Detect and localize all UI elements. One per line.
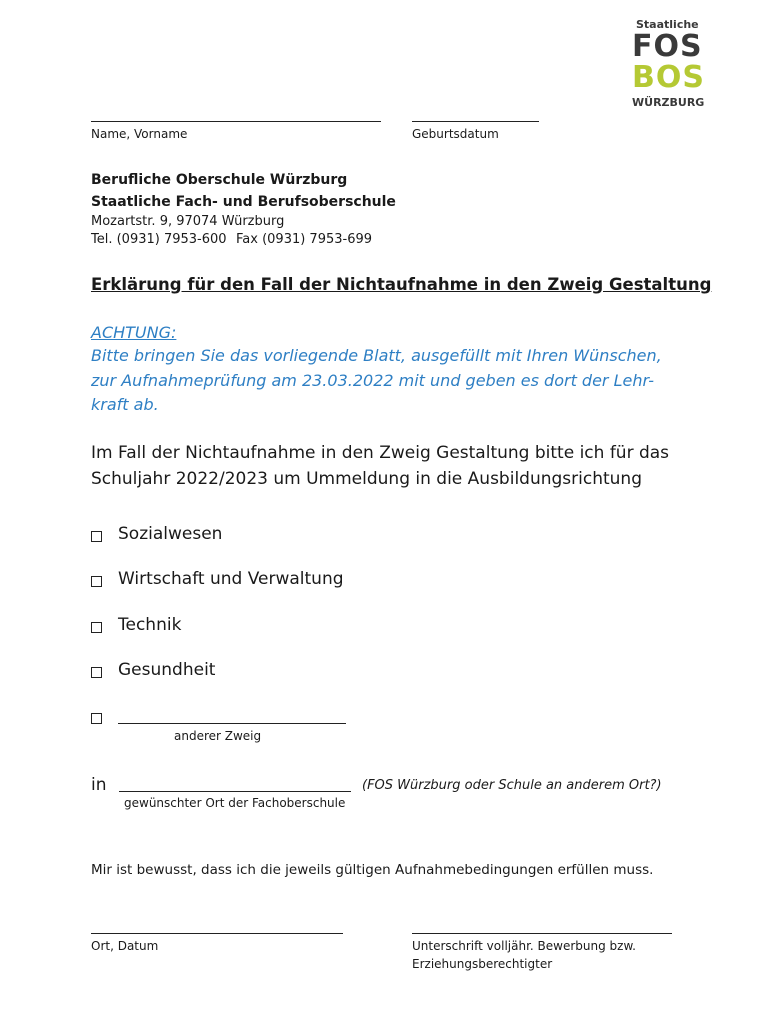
school-phone: Tel. (0931) 7953-600: [91, 232, 227, 247]
intro-line-1: Im Fall der Nichtaufnahme in den Zweig Gestaltung bitte ich für das: [91, 443, 670, 463]
option-label-gesundheit: Gesundheit: [118, 660, 216, 680]
birthdate-field-line[interactable]: [412, 121, 539, 122]
checkbox-gesundheit[interactable]: [91, 667, 102, 678]
notice-heading: ACHTUNG:: [91, 323, 177, 342]
checkbox-wirtschaft[interactable]: [91, 576, 102, 587]
logo-fos-text: FOS: [632, 29, 703, 64]
option-label-wirtschaft: Wirtschaft und Verwaltung: [118, 569, 344, 589]
logo-top-text: Staatliche: [636, 18, 699, 31]
logo-city-text: WÜRZBURG: [632, 96, 705, 109]
other-branch-label: anderer Zweig: [174, 729, 262, 743]
awareness-statement: Mir ist bewusst, dass ich die jeweils gültigen Aufnahmebedingungen erfüllen muss.: [91, 862, 654, 878]
location-hint: (FOS Würzburg oder Schule an anderem Ort?): [362, 778, 662, 793]
notice-line-1: Bitte bringen Sie das vorliegende Blatt, ausgefüllt mit Ihren Wünschen,: [91, 346, 662, 365]
checkbox-sozialwesen[interactable]: [91, 531, 102, 542]
signature-line[interactable]: [412, 933, 672, 934]
logo-bos-text: BOS: [632, 60, 705, 95]
school-logo: [630, 14, 740, 114]
school-name-2: Staatliche Fach- und Berufsoberschule: [91, 194, 396, 210]
name-field-label: Name, Vorname: [91, 127, 188, 141]
checkbox-technik[interactable]: [91, 622, 102, 633]
birthdate-field-label: Geburtsdatum: [412, 127, 499, 141]
notice-line-3: kraft ab.: [91, 395, 159, 414]
school-name-1: Berufliche Oberschule Würzburg: [91, 172, 348, 188]
signature-label-1: Unterschrift volljähr. Bewerbung bzw.: [412, 939, 636, 953]
location-prefix: in: [91, 775, 107, 795]
school-address: Mozartstr. 9, 97074 Würzburg: [91, 214, 285, 229]
signature-label-2: Erziehungsberechtigter: [412, 957, 553, 971]
option-label-sozialwesen: Sozialwesen: [118, 524, 223, 544]
location-field-label: gewünschter Ort der Fachoberschule: [124, 796, 346, 810]
checkbox-other-branch[interactable]: [91, 713, 102, 724]
intro-line-2: Schuljahr 2022/2023 um Ummeldung in die Ausbildungsrichtung: [91, 469, 642, 489]
other-branch-line[interactable]: [118, 723, 346, 724]
location-field-line[interactable]: [119, 791, 351, 792]
option-label-technik: Technik: [118, 615, 182, 635]
document-title: Erklärung für den Fall der Nichtaufnahme in den Zweig Gestaltung: [91, 275, 712, 294]
place-date-line[interactable]: [91, 933, 343, 934]
name-field-line[interactable]: [91, 121, 381, 122]
school-fax: Fax (0931) 7953-699: [236, 232, 373, 247]
notice-line-2: zur Aufnahmeprüfung am 23.03.2022 mit und geben es dort der Lehr-: [91, 371, 654, 390]
place-date-label: Ort, Datum: [91, 939, 159, 953]
